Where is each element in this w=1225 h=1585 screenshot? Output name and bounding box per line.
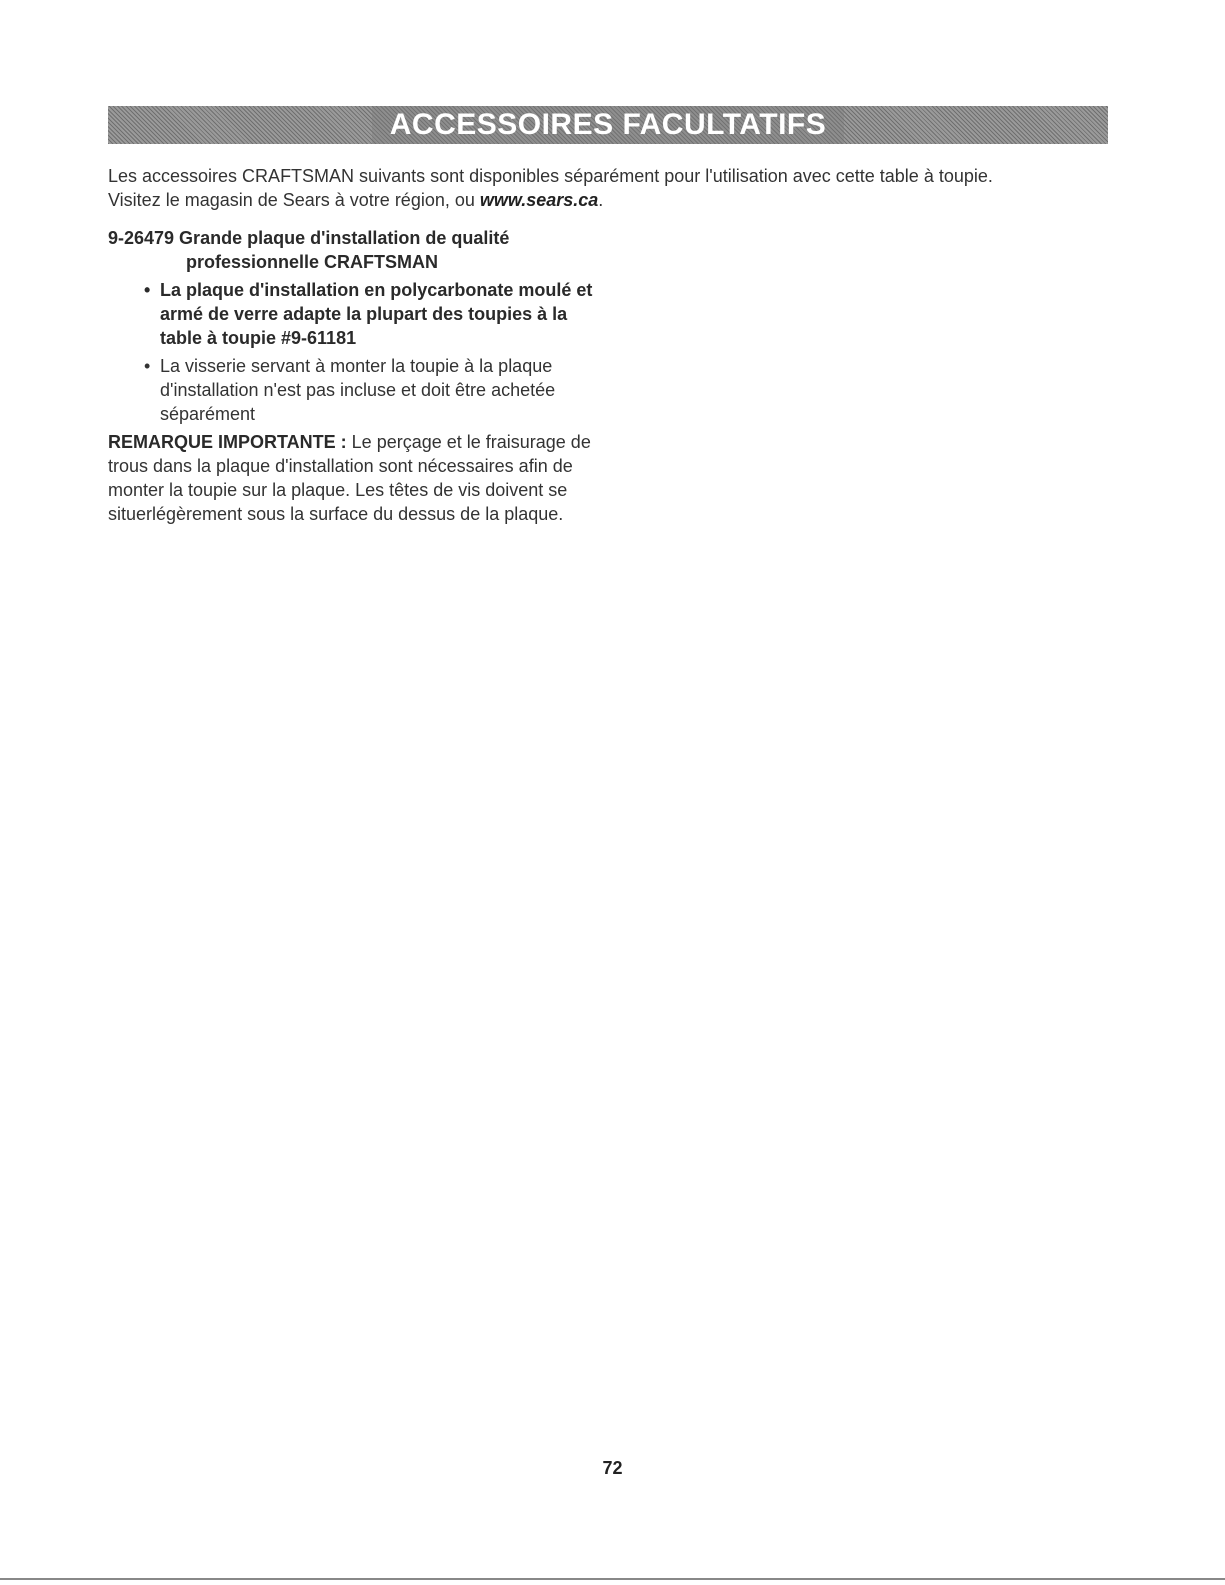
list-item-text: La plaque d'installation en polycarbonate moulé et armé de verre adapte la plupart des toupies à la table à toupie #9-61181 — [160, 280, 593, 348]
product-heading — [108, 226, 608, 274]
intro-line-2 — [108, 188, 1118, 212]
important-note — [108, 430, 608, 526]
bottom-rule — [0, 1578, 1225, 1580]
intro-line-2-prefix: Visitez le magasin de Sears à votre région, ou — [108, 190, 480, 210]
section-header-bar — [108, 106, 1108, 144]
intro-paragraph — [108, 164, 1118, 212]
list-item-text: La visserie servant à monter la toupie à la plaque d'installation n'est pas incluse et doit être achetée séparément — [160, 356, 556, 424]
intro-line-1: Les accessoires CRAFTSMAN suivants sont disponibles séparément pour l'utilisation avec cette table à toupie. — [108, 166, 993, 186]
product-heading-line-1: 9-26479 Grande plaque d'installation de qualité — [108, 228, 510, 248]
list-item — [108, 354, 608, 426]
intro-line-2-suffix: . — [598, 190, 604, 210]
sears-website-link[interactable]: www.sears.ca — [479, 190, 599, 210]
feature-list — [108, 278, 608, 426]
section-title: ACCESSOIRES FACULTATIFS — [372, 106, 845, 144]
page-number: 72 — [602, 1458, 623, 1478]
product-section — [108, 226, 608, 526]
bullet-icon: • — [144, 356, 151, 376]
list-item — [108, 278, 608, 350]
bullet-icon: • — [144, 280, 151, 300]
note-label: REMARQUE IMPORTANTE : — [108, 432, 347, 452]
note-text: Le perçage et le fraisurage de trous dans la plaque d'installation sont nécessaires afin de monter la toupie sur la plaque. Les têtes de vis doivent se situerlégèrement sous la surface du dessus de la plaque. — [108, 432, 591, 524]
product-heading-line-2: professionnelle CRAFTSMAN — [186, 252, 439, 272]
